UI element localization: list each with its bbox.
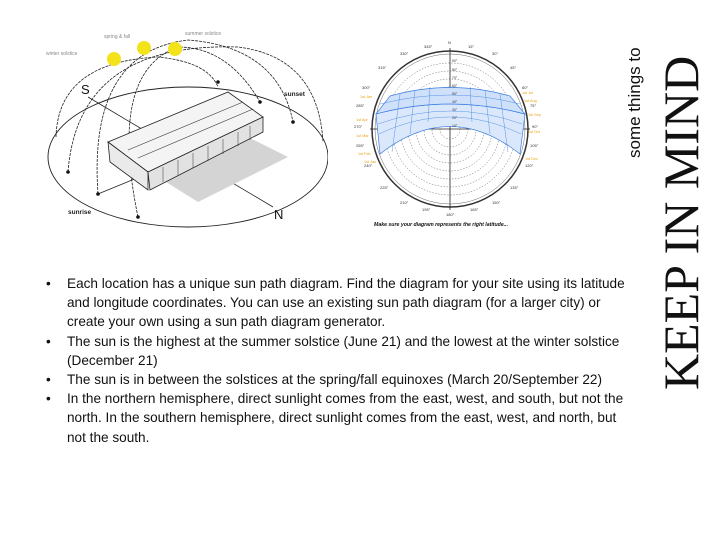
bullet-icon: • bbox=[46, 333, 51, 349]
svg-text:40°: 40° bbox=[452, 100, 458, 104]
svg-text:15°: 15° bbox=[468, 44, 475, 49]
svg-text:80°: 80° bbox=[452, 68, 458, 72]
svg-text:1st Dec: 1st Dec bbox=[525, 157, 538, 161]
svg-text:10°: 10° bbox=[452, 124, 458, 128]
svg-text:315°: 315° bbox=[378, 65, 387, 70]
label-winter-solstice: winter solstice bbox=[46, 51, 78, 57]
svg-text:255°: 255° bbox=[356, 143, 365, 148]
svg-text:60°: 60° bbox=[522, 85, 529, 90]
label-sunrise: sunrise bbox=[68, 209, 92, 216]
svg-text:105°: 105° bbox=[530, 143, 539, 148]
svg-text:50°: 50° bbox=[452, 92, 458, 96]
label-summer-solstice: summer solstice bbox=[185, 31, 222, 37]
svg-text:120°: 120° bbox=[525, 163, 534, 168]
polar-chart-caption: Make sure your diagram represents the right latitude... bbox=[374, 222, 509, 228]
label-spring-fall: spring & fall bbox=[104, 34, 131, 40]
bullet-list bbox=[44, 274, 626, 447]
bullet-item: • The sun is the highest at the summer solstice (June 21) and the lowest at the winter solstice (December 21) bbox=[46, 333, 620, 368]
svg-text:30°: 30° bbox=[492, 51, 499, 56]
svg-text:90°: 90° bbox=[452, 59, 458, 63]
bullet-item: • In the northern hemisphere, direct sunlight comes from the east, west, and south, but not the north. In the southern hemisphere, direct sunlight comes from the east, west, and north, but not the south. bbox=[46, 391, 624, 445]
bullet-icon: • bbox=[46, 391, 51, 407]
svg-text:345°: 345° bbox=[424, 44, 433, 49]
slide-title: KEEP IN MIND bbox=[653, 55, 709, 390]
svg-text:270°: 270° bbox=[354, 124, 363, 129]
polar-sun-path-chart bbox=[350, 34, 550, 230]
sun-winter-icon bbox=[107, 52, 121, 66]
svg-text:70°: 70° bbox=[452, 76, 458, 80]
svg-text:165°: 165° bbox=[470, 207, 479, 212]
svg-text:330°: 330° bbox=[400, 51, 409, 56]
azimuth-north: N bbox=[448, 40, 451, 45]
svg-text:1st Jan: 1st Jan bbox=[360, 95, 373, 99]
svg-text:1st Sep: 1st Sep bbox=[528, 113, 541, 117]
label-south: S bbox=[81, 82, 90, 97]
svg-text:1st Jan: 1st Jan bbox=[364, 160, 377, 164]
svg-text:195°: 195° bbox=[422, 207, 431, 212]
bullet-item: • The sun is in between the solstices at the spring/fall equinoxes (March 20/September 22) bbox=[44, 370, 626, 389]
svg-text:1st Feb: 1st Feb bbox=[358, 152, 371, 156]
svg-text:45°: 45° bbox=[510, 65, 517, 70]
svg-text:1st Mar: 1st Mar bbox=[356, 134, 369, 138]
label-north: N bbox=[274, 207, 284, 222]
svg-text:150°: 150° bbox=[492, 200, 501, 205]
sun-summer-icon bbox=[168, 42, 182, 56]
svg-text:285°: 285° bbox=[356, 103, 365, 108]
svg-text:300°: 300° bbox=[362, 85, 371, 90]
svg-text:1st Jul: 1st Jul bbox=[522, 91, 533, 95]
bullet-icon: • bbox=[46, 372, 51, 388]
bullet-icon: • bbox=[46, 276, 51, 291]
subtitle: some things to bbox=[625, 47, 644, 158]
bullet-item: • Each location has a unique sun path diagram. Find the diagram for your site using its latitude and longitude coordinates. You can use an existing sun path diagram (for a larger city) or create your own using a sun path diagram generator. bbox=[46, 276, 625, 330]
label-sunset: sunset bbox=[284, 91, 305, 98]
svg-text:90°: 90° bbox=[532, 124, 539, 129]
svg-text:210°: 210° bbox=[400, 200, 409, 205]
svg-text:1st Aug: 1st Aug bbox=[524, 99, 537, 103]
sun-equinox-icon bbox=[137, 41, 151, 55]
svg-text:1st Apr: 1st Apr bbox=[356, 118, 368, 122]
svg-text:225°: 225° bbox=[380, 185, 389, 190]
svg-text:60°: 60° bbox=[452, 84, 458, 88]
svg-text:20°: 20° bbox=[452, 116, 458, 120]
sun-path-illustration bbox=[38, 22, 328, 232]
svg-text:1st Oct: 1st Oct bbox=[528, 130, 541, 134]
svg-text:135°: 135° bbox=[510, 185, 519, 190]
svg-text:30°: 30° bbox=[452, 108, 458, 112]
svg-text:75°: 75° bbox=[530, 103, 537, 108]
svg-text:240°: 240° bbox=[364, 163, 373, 168]
svg-text:180°: 180° bbox=[446, 212, 455, 217]
